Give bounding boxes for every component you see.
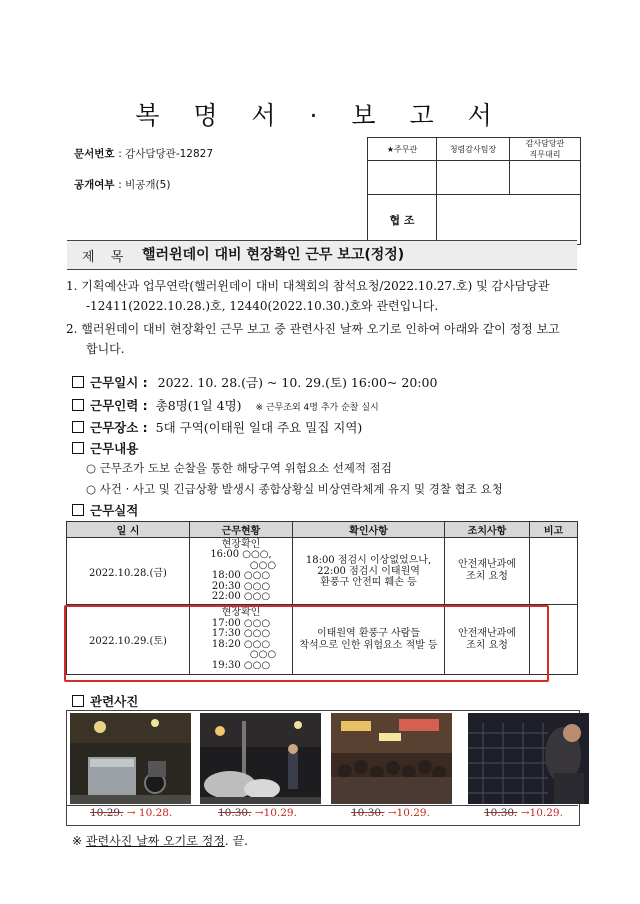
- approval-col3: [510, 138, 581, 161]
- col-header-status: 근무현황: [190, 522, 293, 538]
- approval-table: [367, 137, 581, 245]
- results-label: 근무실적: [90, 503, 139, 518]
- paragraph-1-line2: -12411(2022.10.28.)호, 12440(2022.10.30.)호와 관련입니다.: [86, 299, 439, 313]
- highlight-box: [64, 605, 549, 682]
- check-line: 22:00 점검시 이태원역: [317, 565, 420, 577]
- bullet-2: ○ 사건 · 사고 및 긴급상황 발생시 종합상황실 비상연락체계 유지 및 경찰 협조 요청: [86, 482, 503, 496]
- photos-label: 관련사진: [90, 694, 139, 709]
- col-header-note: 비고: [530, 522, 578, 538]
- coop-label: 협 조: [368, 195, 437, 245]
- checkbox-icon: [72, 399, 84, 411]
- row-action: [445, 538, 530, 605]
- caption-old-date: 10.29.: [90, 807, 124, 819]
- disclosure: [74, 177, 170, 192]
- subject-text: 핼러윈데이 대비 현장확인 근무 보고(정정): [142, 247, 405, 263]
- check-line: 착석으로 인한 위험요소 적발 등: [299, 639, 438, 651]
- checkbox-icon: [72, 695, 84, 707]
- footnote-end: . 끝.: [224, 834, 248, 848]
- section-results: [72, 501, 138, 519]
- status-line: 18:20 ○○○: [211, 638, 271, 650]
- status-line: 현장확인: [221, 607, 261, 618]
- photo-2: [200, 713, 321, 804]
- staff-value: 총8명(1일 4명): [155, 398, 242, 413]
- section-time: [72, 373, 437, 391]
- table-row: [67, 538, 578, 605]
- approval-col3-line2: 직무대리: [529, 150, 561, 159]
- footnote-text: 관련사진 날짜 오기로 정정: [85, 834, 225, 848]
- caption-new-date: →10.29.: [387, 807, 430, 819]
- row-date: 2022.10.28.(금): [67, 538, 190, 605]
- subject-label: 제 목: [82, 250, 130, 265]
- checkbox-icon: [72, 442, 84, 454]
- sign-cell-1: [368, 161, 437, 195]
- place-label: 근무장소 :: [90, 420, 148, 435]
- bullet-1: ○ 근무조가 도보 순찰을 통한 해당구역 위험요소 선제적 점검: [86, 461, 392, 475]
- checkbox-icon: [72, 421, 84, 433]
- status-line: ○○○: [249, 649, 277, 660]
- section-photos: [72, 692, 138, 710]
- sign-cell-2: [437, 161, 510, 195]
- action-line: 안전재난과에: [458, 559, 516, 570]
- section-place: [72, 418, 362, 436]
- paragraph-2-line2: 합니다.: [86, 342, 125, 356]
- check-line: 이태원역 환풍구 사람들: [317, 627, 420, 639]
- footnote-mark: ※: [72, 834, 83, 848]
- approval-col3-line1: 감사담당관: [525, 139, 565, 148]
- staff-note: ※ 근무조외 4명 추가 순찰 실시: [255, 403, 379, 413]
- check-line: 18:00 점검시 이상없었으나,: [305, 554, 432, 566]
- photo-3-caption: [351, 807, 430, 819]
- time-value: 2022. 10. 28.(금) ~ 10. 29.(토) 16:00~ 20:00: [157, 375, 438, 390]
- status-line: 16:00 ○○○,: [210, 549, 272, 560]
- sign-cell-3: [510, 161, 581, 195]
- checkbox-icon: [72, 376, 84, 388]
- status-line: 17:30 ○○○: [211, 628, 271, 639]
- photo-2-caption: [218, 807, 297, 819]
- status-line: 17:00 ○○○: [211, 617, 271, 629]
- status-line: 18:00 ○○○: [211, 570, 271, 581]
- coop-cell: [437, 195, 581, 245]
- caption-new-date: → 10.28.: [126, 807, 173, 819]
- status-line: ○○○: [249, 559, 277, 571]
- photo-1-caption: [90, 807, 172, 819]
- paragraph-1-line1: 1. 기획예산과 업무연락(핼러윈데이 대비 대책회의 참석요청/2022.10.27.호) 및 감사담당관: [66, 279, 550, 293]
- place-value: 5대 구역(이태원 일대 주요 밀집 지역): [155, 420, 363, 435]
- status-line: 19:30 ○○○: [211, 659, 271, 671]
- row-date: 2022.10.29.(토): [67, 605, 190, 675]
- time-label: 근무일시 :: [90, 375, 148, 390]
- photo-1: [70, 713, 191, 804]
- photo-4: [468, 713, 589, 804]
- status-line: 현장확인: [221, 538, 261, 550]
- approval-col1: ★주무관: [368, 138, 437, 161]
- paragraph-2: [66, 319, 606, 359]
- caption-old-date: 10.30.: [218, 807, 252, 819]
- doc-number-label: 문서번호: [74, 148, 115, 160]
- col-header-action: 조치사항: [445, 522, 530, 538]
- section-staff: [72, 396, 379, 414]
- section-content: [72, 439, 138, 457]
- disclosure-label: 공개여부: [74, 179, 115, 191]
- paragraph-1: [66, 276, 606, 316]
- checkbox-icon: [72, 504, 84, 516]
- caption-old-date: 10.30.: [351, 807, 385, 819]
- action-line: 안전재난과에: [458, 627, 516, 639]
- row-status: [190, 538, 293, 605]
- caption-new-date: →10.29.: [254, 807, 297, 819]
- doc-number: [74, 146, 213, 161]
- photo-caption-divider: [66, 805, 578, 806]
- disclosure-value: : 비공개(5): [118, 179, 171, 191]
- approval-col2: 청렴감사팀장: [437, 138, 510, 161]
- staff-label: 근무인력 :: [90, 398, 148, 413]
- action-line: 조치 요청: [466, 571, 508, 582]
- status-line: 20:30 ○○○: [211, 580, 271, 592]
- row-note: [530, 538, 578, 605]
- footnote: [72, 832, 248, 849]
- photo-4-caption: [484, 807, 563, 819]
- caption-new-date: →10.29.: [520, 807, 563, 819]
- status-line: 22:00 ○○○: [211, 591, 271, 602]
- doc-number-value: : 감사담당관-12827: [118, 148, 214, 160]
- photo-3: [331, 713, 452, 804]
- check-line: 환풍구 안전띠 훼손 등: [320, 576, 417, 588]
- caption-old-date: 10.30.: [484, 807, 518, 819]
- col-header-date: 일 시: [67, 522, 190, 538]
- col-header-check: 확인사항: [293, 522, 445, 538]
- row-check: [293, 538, 445, 605]
- page-title: 복 명 서 · 보 고 서: [135, 101, 505, 130]
- paragraph-2-line1: 2. 핼러윈데이 대비 현장확인 근무 보고 중 관련사진 날짜 오기로 인하여 아래와 같이 정정 보고: [66, 322, 560, 336]
- content-label: 근무내용: [90, 441, 139, 456]
- action-line: 조치 요청: [466, 639, 508, 651]
